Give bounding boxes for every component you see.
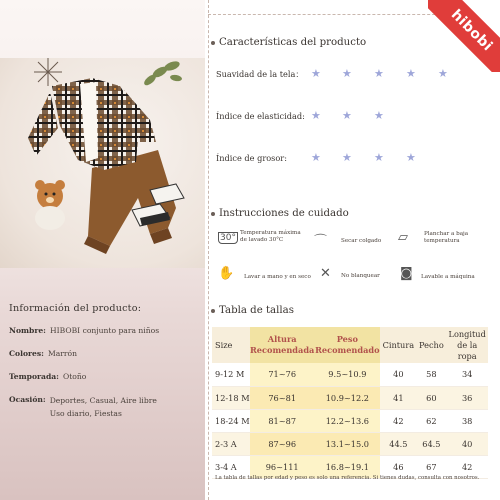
- info-key: Temporada:: [9, 372, 59, 381]
- info-value: Marrón: [47, 349, 78, 358]
- table-cell: 42: [446, 455, 488, 478]
- star-icon: ★: [311, 151, 321, 164]
- product-photo: [0, 58, 205, 268]
- star-icon: ★: [342, 109, 352, 122]
- table-cell: 9-12 M: [212, 363, 250, 386]
- star-icon: ★: [406, 67, 416, 80]
- table-cell: 18-24 M: [212, 409, 250, 432]
- info-row-name: [9, 326, 201, 336]
- info-key: Nombre:: [9, 326, 46, 335]
- table-cell: 64.5: [416, 432, 446, 455]
- brand-logo: [428, 0, 500, 72]
- size-table: [212, 327, 488, 479]
- bullet-icon: [211, 212, 215, 216]
- care-text: Lavable a máquina: [421, 274, 475, 280]
- table-row: [212, 432, 488, 455]
- table-cell: 10.9~12.2: [314, 386, 380, 409]
- table-cell: 38: [446, 409, 488, 432]
- iron-low-icon: ▱: [398, 230, 408, 245]
- bullet-icon: [211, 309, 215, 313]
- rating-label: Índice de grosor:: [216, 153, 287, 163]
- care-text: Lavar a mano y en seco: [244, 274, 311, 280]
- table-cell: 16.8~19.1: [314, 455, 380, 478]
- logo-band: [428, 0, 500, 72]
- rating-row-elasticity: [216, 111, 476, 125]
- table-header-row: [212, 327, 488, 363]
- care-text: Secar colgado: [341, 238, 382, 244]
- table-cell: 60: [416, 386, 446, 409]
- bullet-icon: [211, 41, 215, 45]
- left-panel: [0, 0, 205, 500]
- column-header: Pecho: [416, 327, 446, 363]
- care-title: Instrucciones de cuidado: [219, 208, 349, 219]
- hanger-icon: ⌒: [314, 234, 328, 249]
- star-icon: ★: [311, 109, 321, 122]
- table-cell: 42: [380, 409, 416, 432]
- table-cell: 87~96: [250, 432, 314, 455]
- care-section-title: [211, 208, 349, 219]
- wash-30-icon: 30°: [220, 233, 236, 243]
- size-table-section-title: [211, 305, 294, 316]
- care-text: Temperatura máxima de lavado 30°C: [240, 230, 301, 243]
- table-cell: 3-4 A: [212, 455, 250, 478]
- table-cell: 40: [380, 363, 416, 386]
- size-table-note: La tabla de tallas por edad y peso es solo una referencia. Si tienes dudas, consulta con nosotros.: [215, 475, 480, 481]
- info-row-season: [9, 372, 201, 382]
- rating-label: Suavidad de la tela：: [216, 69, 304, 79]
- care-text: No blanquear: [341, 273, 380, 279]
- star-icon: ★: [406, 151, 416, 164]
- info-key: Colores:: [9, 349, 44, 358]
- star-icon: ★: [342, 67, 352, 80]
- info-value: Deportes, Casual, Aire libre Uso diario, Fiestas: [49, 396, 157, 418]
- star-icon: ★: [374, 151, 384, 164]
- column-header: Size: [212, 327, 250, 363]
- rating-label: Índice de elasticidad:: [216, 111, 305, 121]
- characteristics-section-title: [211, 37, 366, 48]
- table-cell: 2-3 A: [212, 432, 250, 455]
- info-row-occasion: [9, 395, 201, 420]
- table-cell: 12-18 M: [212, 386, 250, 409]
- table-cell: 96~111: [250, 455, 314, 478]
- table-cell: 46: [380, 455, 416, 478]
- info-value: HIBOBI conjunto para niños: [50, 326, 160, 335]
- table-cell: 58: [416, 363, 446, 386]
- column-header: Peso Recomendado: [314, 327, 380, 363]
- table-cell: 71~76: [250, 363, 314, 386]
- column-header: Altura Recomendada: [250, 327, 314, 363]
- table-cell: 62: [416, 409, 446, 432]
- characteristics-title: Características del producto: [219, 37, 367, 48]
- product-info-title: Información del producto:: [9, 303, 142, 314]
- star-icon: ★: [311, 67, 321, 80]
- outfit-illustration: [0, 58, 205, 268]
- table-cell: 44.5: [380, 432, 416, 455]
- machine-wash-icon: ◙: [400, 266, 413, 281]
- info-key: Ocasión:: [9, 395, 46, 404]
- star-icon: ★: [374, 109, 384, 122]
- table-row: [212, 386, 488, 409]
- table-row: [212, 409, 488, 432]
- star-icon: ★: [374, 67, 384, 80]
- table-cell: 36: [446, 386, 488, 409]
- info-row-colors: [9, 349, 201, 359]
- care-text: Planchar a baja temperatura: [424, 231, 469, 244]
- table-cell: 67: [416, 455, 446, 478]
- table-cell: 13.1~15.0: [314, 432, 380, 455]
- table-row: [212, 363, 488, 386]
- table-cell: 9.5~10.9: [314, 363, 380, 386]
- size-table-title: Tabla de tallas: [219, 305, 294, 316]
- logo-text: hibobi: [447, 6, 496, 55]
- column-header: Longitud de la ropa: [446, 327, 488, 363]
- vertical-divider: [208, 0, 209, 500]
- no-bleach-icon: ✕: [320, 266, 331, 281]
- rating-row-thickness: [216, 153, 476, 167]
- column-header: Cintura: [380, 327, 416, 363]
- table-cell: 76~81: [250, 386, 314, 409]
- hand-wash-icon: ✋: [218, 266, 235, 281]
- table-cell: 12.2~13.6: [314, 409, 380, 432]
- table-cell: 81~87: [250, 409, 314, 432]
- info-value: Otoño: [62, 372, 87, 381]
- table-cell: 41: [380, 386, 416, 409]
- product-info: [9, 304, 201, 433]
- star-icon: ★: [342, 151, 352, 164]
- table-cell: 40: [446, 432, 488, 455]
- table-cell: 34: [446, 363, 488, 386]
- star-icon: ★: [438, 67, 448, 80]
